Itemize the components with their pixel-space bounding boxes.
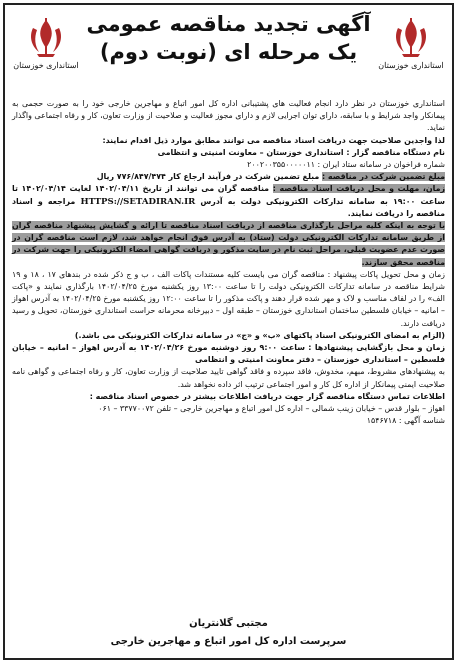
iran-emblem-icon (23, 14, 69, 60)
intro-paragraph: استانداری خوزستان در نظر دارد انجام فعالیت های پشتیبانی اداره کل امور اتباع و مهاجرین خارجی خود را به صورت حجمی به پیمانکار واجد شرایط و با سابقه، دارای توان اجرایی لازم و دارای مجوز فعالیت و صلاحیت از وزارت تعاون، کار و رفاه اجتماعی واگذار نماید. (12, 99, 445, 133)
notice-subtitle: یک مرحله ای (نوبت دوم) (99, 40, 358, 64)
emblem-right (375, 14, 447, 70)
contact-heading: اطلاعات تماس دستگاه مناقصه گزار جهت دریافت اطلاعات بیشتر در خصوص اسناد مناقصه : (89, 391, 445, 401)
conditions-paragraph: به پیشنهادهای مشروط، مبهم، مخدوش، فاقد سپرده و فاقد گواهی تایید صلاحیت از وزارت تعاون، کار و رفاه اجتماعی و گواهی نامه صلاحیت ایمنی پیمانکار از اداره کل کار و امور اجتماعی ترتیب اثر داده نخواهد شد. (12, 367, 445, 389)
notice-title: آگهی تجدید مناقصه عمومی (86, 12, 371, 36)
signatory-name: مجتبی گلانتریان (189, 618, 268, 629)
documents-label: زمان، مهلت و محل دریافت اسناد مناقصه : (272, 184, 445, 194)
guarantee-label: مبلغ تضمین شرکت در مناقصه : (322, 172, 445, 182)
signature-block (0, 615, 457, 651)
call-number-line: شماره فراخوان در سامانه ستاد ایران : ۲۰۰۲۰۰۳۵۵۰۰۰۰۰۱۱ (247, 160, 445, 170)
page-border (3, 3, 454, 660)
emblem-caption-left: استانداری خوزستان (13, 61, 79, 70)
contact-address: اهواز – بلوار قدس – خیابان زینب شمالی – اداره کل امور اتباع و مهاجرین خارجی – تلفن ۳۳۷۷۰۰۷۲ – ۰۶۱ (98, 404, 445, 414)
organizer-label: نام دستگاه مناقصه گزار : (346, 147, 445, 157)
opening-paragraph: زمان و محل بازگشایی پیشنهادها : ساعت ۹:۰۰ روز دوشنبه مورخ ۱۴۰۲/۰۴/۲۶ به آدرس اهواز – امانیه – خیابان فلسطین – استانداری خوزستان – دفتر معاونت امنیتی و انتظامی (12, 343, 445, 365)
submission-paragraph: زمان و محل تحویل پاکات پیشنهاد : مناقصه گران می بایست کلیه مستندات پاکات الف ، ب و ج ذکر شده در بندهای ۱۷ ، ۱۸ و ۱۹ شرایط مناقصه در سامانه تدارکات الکترونیکی دولت را تا ساعت ۱۳:۰۰ روز یکشنبه مورخ ۱۴۰۲/۰۴/۲۵ بارگذاری نمایند و «پاکت الف» را در لفاف مناسب و لاک و مهر شده قرار دهند و پاکت مذکور را تا ساعت ۱۲:۰۰ روز یکشنبه مورخ ۱۴۰۲/۰۴/۲۵ به آدرس اهواز – امانیه – خیابان فلسطین ساختمان استانداری خوزستان – طبقه اول – دبیرخانه محرمانه حراست استانداری خوزستان، تحویل و رسید دریافت دارند. (12, 269, 445, 328)
registration-text: با توجه به اینکه کلیه مراحل بارگذاری مناقصه از دریافت اسناد مناقصه تا ارائه و گشایش پیشنهاد مناقصه گران از طریق سامانه تدارکات الکترونیکی دولت (ستاد) به آدرس فوق انجام خواهد شد، لازم است مناقصه گران در صورت عدم عضویت قبلی، مراحل ثبت نام در سایت مذکور و دریافت گواهی امضاء الکترونیکی را جهت شرکت در مناقصه محقق سازند. (12, 221, 445, 267)
notice-titles (82, 6, 375, 66)
documents-value: مناقصه گران می توانند از تاریخ ۱۴۰۲/۰۴/۱۱ لغایت ۱۴۰۲/۰۴/۱۴ تا ساعت ۱۹:۰۰ به سامانه تدارکات الکترونیکی دولت به آدرس (12, 184, 445, 206)
iran-emblem-icon (388, 14, 434, 60)
notice-id: شناسه آگهی : ۱۵۴۶۷۱۸ (366, 416, 445, 426)
instructions-paragraph: لذا واجدین صلاحیت جهت دریافت اسناد مناقصه می توانند مطابق موارد ذیل اقدام نمایند: (102, 135, 445, 145)
guarantee-value: مبلغ تضمین شرکت در فرآیند ارجاع کار ۷۷۶/۸۴۷/۴۷۴ ریال (96, 172, 320, 182)
organizer-value: استانداری خوزستان – معاونت امنیتی و انتظامی (157, 147, 344, 157)
signatory-role: سرپرست اداره کل امور اتباع و مهاجرین خارجی (110, 636, 347, 647)
emblem-left (10, 14, 82, 70)
documents-tail: مراجعه و اسناد مناقصه را دریافت نمایند. (12, 196, 445, 218)
setadiran-link[interactable]: HTTPS://SETADIRAN.IR (80, 196, 196, 207)
signature-requirement: (الزام به امضای الکترونیکی اسناد پاکتهای «ب» و «ج» در سامانه تدارکات الکترونیکی می باشد.) (74, 330, 445, 340)
emblem-caption-right: استانداری خوزستان (378, 61, 444, 70)
notice-header (10, 6, 447, 98)
